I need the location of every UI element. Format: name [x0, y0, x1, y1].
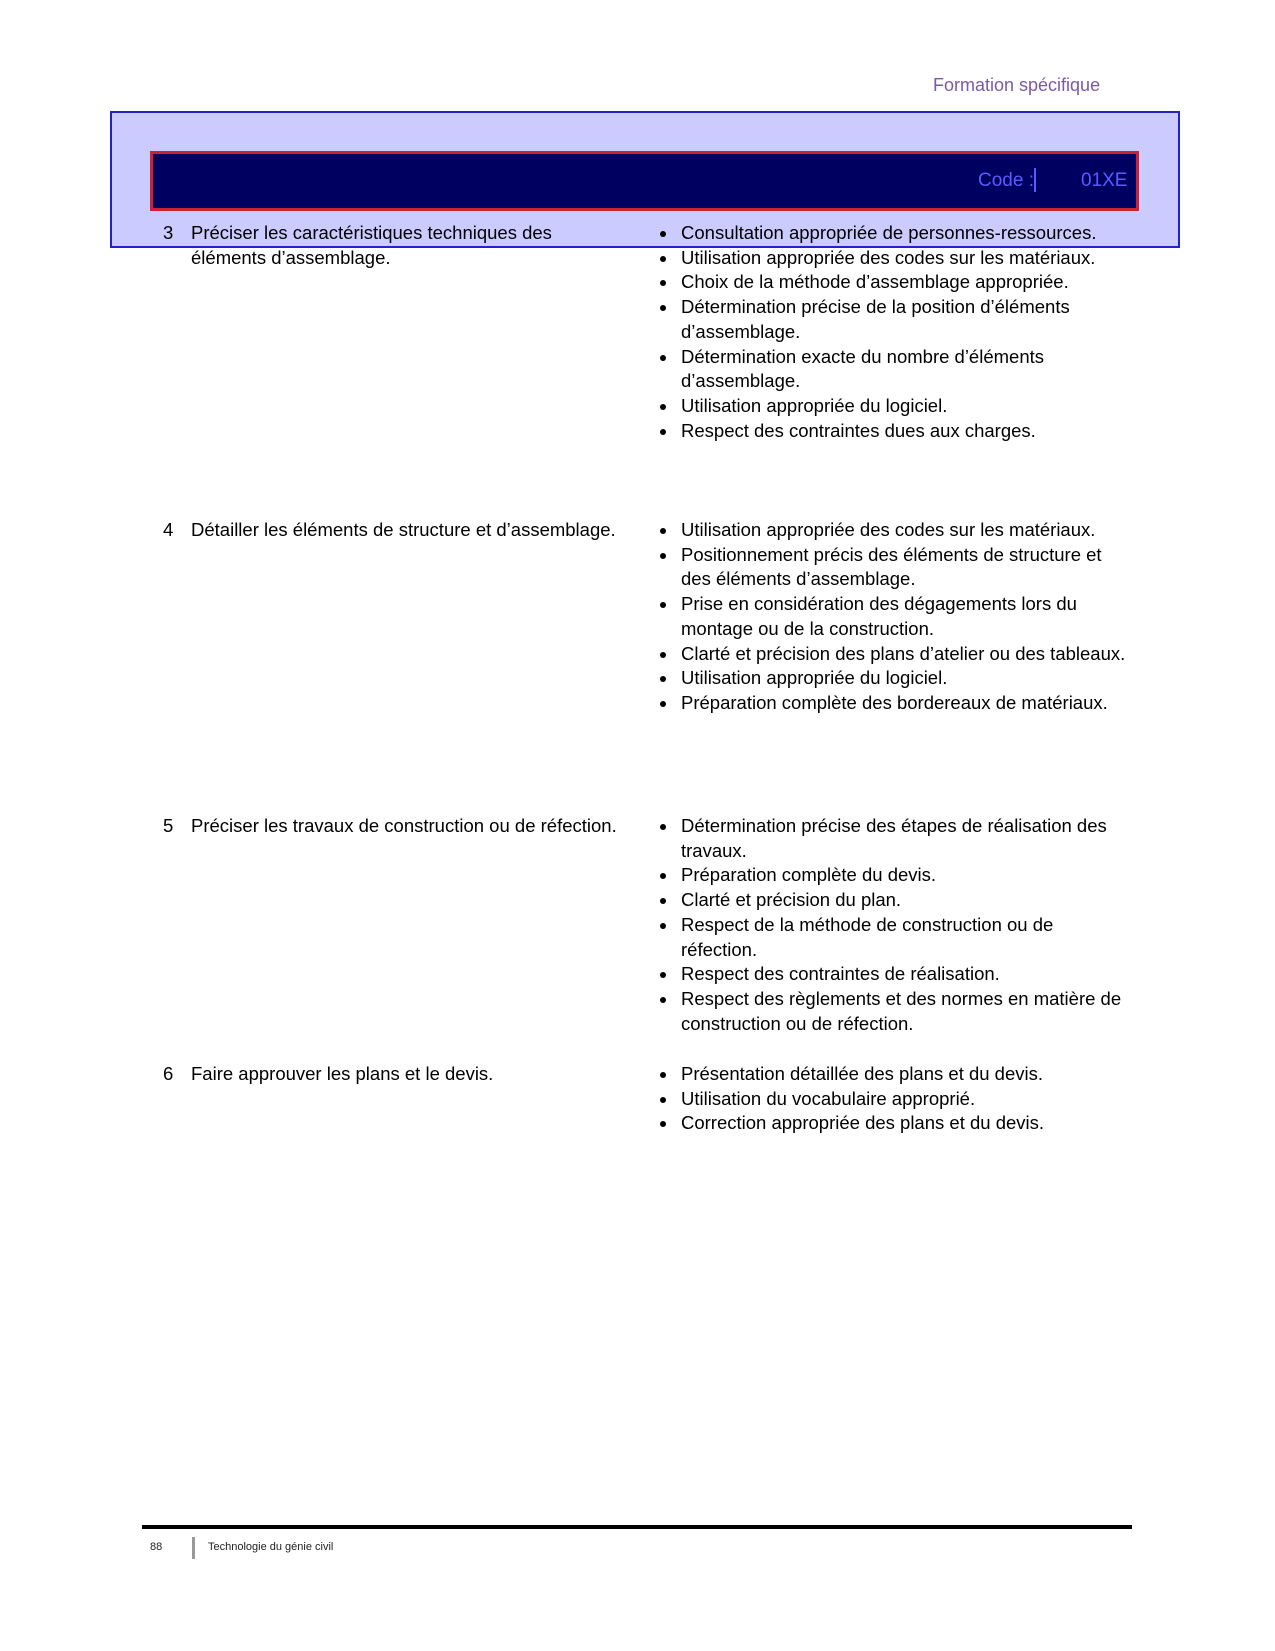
criterion: Clarté et précision du plan.: [658, 888, 1128, 913]
page-number: 88: [150, 1541, 163, 1553]
criterion: Prise en considération des dégagements lors du montage ou de la construction.: [658, 592, 1128, 641]
criterion: Utilisation appropriée des codes sur les matériaux.: [658, 518, 1128, 543]
bullet-icon: [660, 305, 666, 311]
criterion: Utilisation du vocabulaire approprié.: [658, 1087, 1128, 1112]
criterion: Respect des règlements et des normes en matière de construction ou de réfection.: [658, 987, 1128, 1036]
objective-text: Faire approuver les plans et le devis.: [191, 1063, 494, 1084]
criterion: Positionnement précis des éléments de structure et des éléments d’assemblage.: [658, 543, 1128, 592]
bullet-icon: [660, 676, 666, 682]
criteria-list: [658, 1062, 1128, 1136]
objective-number: 6: [163, 1063, 174, 1084]
bullet-icon: [660, 923, 666, 929]
criterion: Respect des contraintes dues aux charges.: [658, 419, 1128, 444]
criteria-list: [658, 518, 1128, 716]
criteria-list: [658, 814, 1128, 1036]
bullet-icon: [660, 997, 666, 1003]
bullet-icon: [660, 256, 666, 262]
footer-separator: [192, 1537, 195, 1559]
objective-number: 3: [163, 222, 174, 243]
bullet-icon: [660, 824, 666, 830]
criterion: Présentation détaillée des plans et du devis.: [658, 1062, 1128, 1087]
criterion: Correction appropriée des plans et du devis.: [658, 1111, 1128, 1136]
objective-text: Détailler les éléments de structure et d’assemblage.: [191, 519, 616, 540]
criterion: Préparation complète du devis.: [658, 863, 1128, 888]
bullet-icon: [660, 898, 666, 904]
bullet-icon: [660, 404, 666, 410]
criteria-list: [658, 221, 1128, 443]
bullet-icon: [660, 1097, 666, 1103]
bullet-icon: [660, 553, 666, 559]
bullet-icon: [660, 1121, 666, 1127]
criterion: Détermination précise des étapes de réalisation des travaux.: [658, 814, 1128, 863]
objective-text: Préciser les travaux de construction ou de réfection.: [191, 815, 617, 836]
criterion: Détermination précise de la position d’éléments d’assemblage.: [658, 295, 1128, 344]
bullet-icon: [660, 652, 666, 658]
bullet-icon: [660, 602, 666, 608]
bullet-icon: [660, 528, 666, 534]
objective-text: Préciser les caractéristiques techniques des éléments d’assemblage.: [191, 222, 552, 268]
bullet-icon: [660, 701, 666, 707]
criterion: Consultation appropriée de personnes-ressources.: [658, 221, 1128, 246]
bullet-icon: [660, 231, 666, 237]
criterion: Utilisation appropriée du logiciel.: [658, 394, 1128, 419]
criterion: Utilisation appropriée des codes sur les matériaux.: [658, 246, 1128, 271]
document-title: Technologie du génie civil: [208, 1541, 334, 1553]
section-label: Formation spécifique: [933, 75, 1101, 95]
criterion: Choix de la méthode d’assemblage appropriée.: [658, 270, 1128, 295]
bullet-icon: [660, 1072, 666, 1078]
criterion: Clarté et précision des plans d’atelier ou des tableaux.: [658, 642, 1128, 667]
bullet-icon: [660, 280, 666, 286]
competency-code: [978, 170, 1128, 192]
criterion: Utilisation appropriée du logiciel.: [658, 666, 1128, 691]
bullet-icon: [660, 873, 666, 879]
criterion: Détermination exacte du nombre d’éléments d’assemblage.: [658, 345, 1128, 394]
bullet-icon: [660, 355, 666, 361]
criterion: Préparation complète des bordereaux de matériaux.: [658, 691, 1128, 716]
objective-number: 4: [163, 519, 174, 540]
code-value: 01XE: [1081, 170, 1128, 191]
bullet-icon: [660, 972, 666, 978]
code-divider: [1034, 168, 1036, 192]
objective-number: 5: [163, 815, 174, 836]
code-label: Code :: [978, 170, 1034, 191]
criterion: Respect des contraintes de réalisation.: [658, 962, 1128, 987]
bullet-icon: [660, 429, 666, 435]
footer-rule: [142, 1525, 1132, 1529]
criterion: Respect de la méthode de construction ou de réfection.: [658, 913, 1128, 962]
